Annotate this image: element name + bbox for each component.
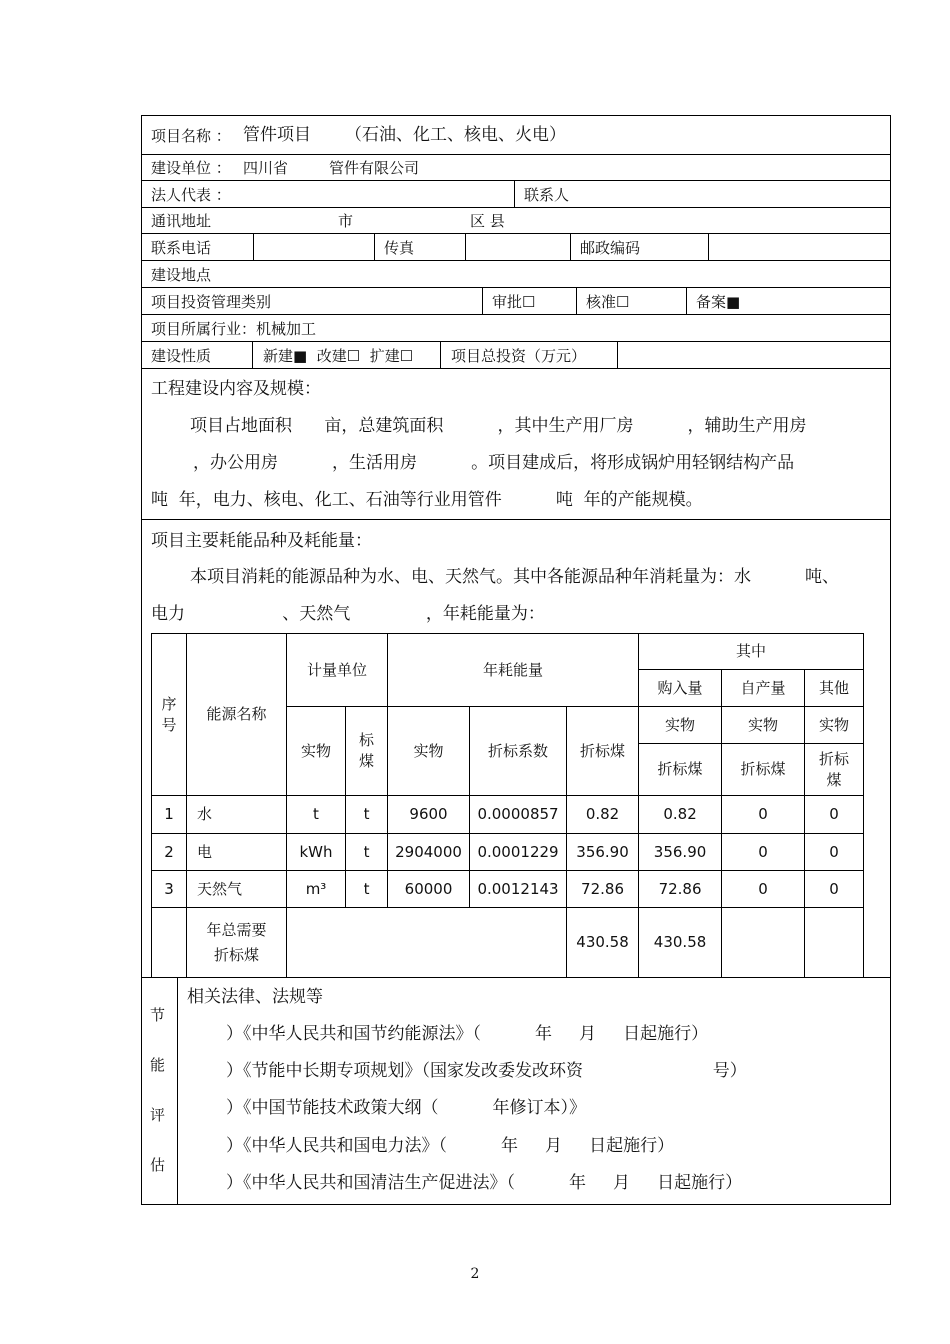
header-self: 自产量 — [722, 670, 805, 707]
row-std-unit: t — [346, 796, 388, 834]
row-purchase: 0.82 — [639, 796, 722, 834]
row-stdcoal: 0.82 — [567, 796, 639, 834]
total-blank — [287, 908, 567, 978]
header-other-std: 折标 煤 — [805, 744, 864, 796]
assessment-title: 相关法律、法规等 — [187, 987, 323, 1007]
energy-title: 项目主要耗能品种及耗能量： — [151, 531, 372, 551]
total-investment-label: 项目总投资（万元） — [451, 347, 587, 365]
row-qty: 9600 — [388, 796, 470, 834]
header-annual: 年耗能量 — [388, 634, 639, 707]
postcode-label: 邮政编码 — [580, 239, 641, 257]
row-name: 天然气 — [187, 871, 287, 908]
row-coef: 0.0012143 — [470, 871, 567, 908]
scale-line-2: ，办公用房 ，生活用房 。项目建成后，将形成锅炉用轻钢结构产品 — [193, 453, 795, 473]
row-other: 0 — [805, 834, 864, 871]
row-name: 水 — [187, 796, 287, 834]
total-stdcoal: 430.58 — [567, 908, 639, 978]
scale-line-3: 吨 年，电力、核电、化工、石油等行业用管件 吨 年的产能规模。 — [151, 490, 703, 510]
nature-options: 新建■ 改建☐ 扩建☐ — [263, 347, 414, 365]
row-qty: 2904000 — [388, 834, 470, 871]
header-purchase-phys: 实物 — [639, 707, 722, 744]
row-unit: t — [287, 796, 346, 834]
row-self: 0 — [722, 796, 805, 834]
total-other — [805, 908, 864, 978]
row-other: 0 — [805, 796, 864, 834]
contact-person-label: 联系人 — [524, 186, 570, 204]
table-row — [152, 834, 864, 871]
row-purchase: 72.86 — [639, 871, 722, 908]
site-label: 建设地点 — [151, 266, 212, 284]
header-other-phys: 实物 — [805, 707, 864, 744]
header-annual-phys: 实物 — [388, 707, 470, 796]
investment-category-label: 项目投资管理类别 — [151, 293, 272, 311]
energy-consumption-table — [151, 633, 864, 978]
total-self — [722, 908, 805, 978]
law-item: ）《节能中长期专项规划》（国家发改委发改环资 号） — [226, 1061, 747, 1081]
header-self-phys: 实物 — [722, 707, 805, 744]
row-seq: 3 — [152, 871, 187, 908]
address-label: 通讯地址 — [151, 212, 212, 230]
row-other: 0 — [805, 871, 864, 908]
row-coef: 0.0000857 — [470, 796, 567, 834]
row-qty: 60000 — [388, 871, 470, 908]
scale-title: 工程建设内容及规模： — [151, 379, 321, 399]
address-city: 市 — [338, 212, 354, 230]
header-among: 其中 — [639, 634, 864, 670]
total-seq — [152, 908, 187, 978]
header-other: 其他 — [805, 670, 864, 707]
header-coef: 折标系数 — [470, 707, 567, 796]
row-name: 电 — [187, 834, 287, 871]
row-seq: 2 — [152, 834, 187, 871]
checkbox-record: 备案■ — [696, 293, 741, 311]
table-row — [152, 871, 864, 908]
checkbox-approve: 审批☐ — [492, 293, 536, 311]
builder-value-2: 管件有限公司 — [329, 159, 420, 177]
scale-line-1: 项目占地面积 亩，总建筑面积 ，其中生产用厂房 ，辅助生产用房 — [190, 416, 807, 436]
fax-label: 传真 — [384, 239, 415, 257]
header-purchase: 购入量 — [639, 670, 722, 707]
project-name-label: 项目名称 ： — [151, 127, 231, 145]
phone-label: 联系电话 — [151, 239, 212, 257]
row-stdcoal: 356.90 — [567, 834, 639, 871]
builder-label: 建设单位 ： — [151, 159, 231, 177]
total-label: 年总需要 折标煤 — [187, 908, 287, 978]
row-self: 0 — [722, 834, 805, 871]
law-item: ）《中华人民共和国电力法》（ 年 月 日起施行） — [226, 1136, 675, 1156]
energy-line-2: 电力 、天然气 ，年耗能量为： — [151, 604, 545, 624]
project-name-note: （石油、化工、核电、火电） — [345, 125, 566, 145]
header-self-std: 折标煤 — [722, 744, 805, 796]
legal-rep-label: 法人代表 ： — [151, 186, 231, 204]
law-item: ）《中国节能技术政策大纲（ 年修订本）》 — [226, 1098, 587, 1118]
row-unit: kWh — [287, 834, 346, 871]
total-purchase: 430.58 — [639, 908, 722, 978]
row-coef: 0.0001229 — [470, 834, 567, 871]
header-unit: 计量单位 — [287, 634, 388, 707]
law-item: ）《中华人民共和国节约能源法》（ 年 月 日起施行） — [226, 1024, 709, 1044]
header-unit-phys: 实物 — [287, 707, 346, 796]
row-std-unit: t — [346, 834, 388, 871]
checkbox-verify: 核准☐ — [586, 293, 630, 311]
table-row — [152, 796, 864, 834]
row-unit: m³ — [287, 871, 346, 908]
row-std-unit: t — [346, 871, 388, 908]
header-seq: 序 号 — [152, 634, 187, 796]
header-energy-name: 能源名称 — [187, 634, 287, 796]
energy-line-1: 本项目消耗的能源品种为水、电、天然气。其中各能源品种年消耗量为：水 吨、 — [190, 567, 840, 587]
nature-label: 建设性质 — [151, 347, 212, 365]
address-district: 区 县 — [470, 212, 505, 230]
builder-value-1: 四川省 — [243, 159, 289, 177]
row-seq: 1 — [152, 796, 187, 834]
header-unit-std: 标 煤 — [346, 707, 388, 796]
project-name-value: 管件项目 — [243, 125, 311, 145]
row-stdcoal: 72.86 — [567, 871, 639, 908]
law-item: ）《中华人民共和国清洁生产促进法》（ 年 月 日起施行） — [226, 1173, 743, 1193]
header-stdcoal: 折标煤 — [567, 707, 639, 796]
assessment-side-label: 节 能 评 估 — [150, 1006, 166, 1174]
page-number: 2 — [470, 1266, 480, 1282]
industry-label: 项目所属行业：机械加工 — [151, 320, 317, 338]
total-row — [152, 908, 864, 978]
row-purchase: 356.90 — [639, 834, 722, 871]
header-purchase-std: 折标煤 — [639, 744, 722, 796]
row-self: 0 — [722, 871, 805, 908]
